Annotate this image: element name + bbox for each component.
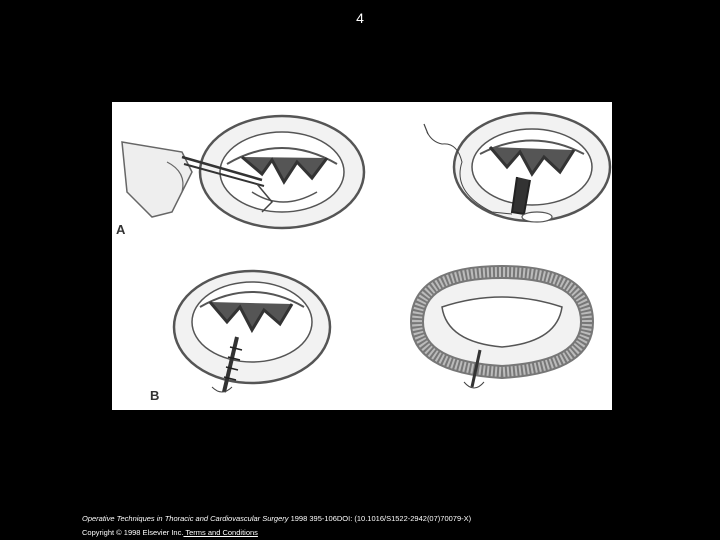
illustration-drawing <box>112 102 612 410</box>
copyright-text: Copyright © 1998 Elsevier Inc. <box>82 528 184 537</box>
panel-b-left-valve <box>174 271 330 392</box>
citation-line <box>82 514 471 523</box>
panel-b-label: B <box>150 388 160 403</box>
copyright-line <box>82 528 258 537</box>
panel-a-right-valve <box>424 113 610 222</box>
terms-and-conditions-link[interactable]: Terms and Conditions <box>183 528 258 537</box>
panel-b-right-valve <box>417 272 587 388</box>
slide-number: 4 <box>356 10 364 26</box>
surgical-illustration <box>112 102 612 410</box>
panel-a-left-valve <box>200 116 364 228</box>
panel-a-label: A <box>116 222 126 237</box>
citation-details: 1998 395-106DOI: (10.1016/S1522-2942(07)70079-X) <box>288 514 472 523</box>
journal-title: Operative Techniques in Thoracic and Cardiovascular Surgery <box>82 514 289 523</box>
